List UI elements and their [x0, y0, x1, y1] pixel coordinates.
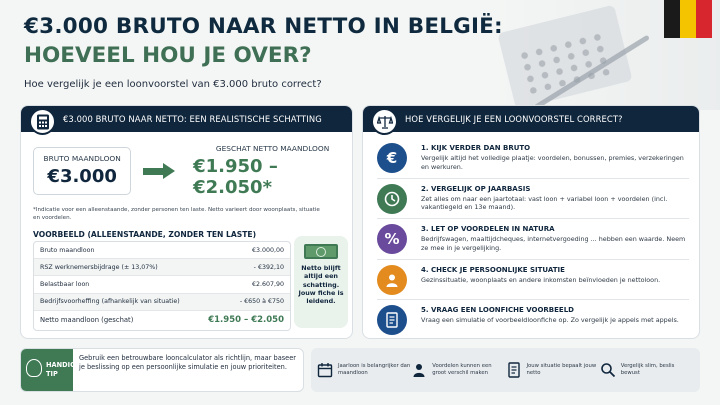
tip-label	[46, 361, 80, 378]
takeaway-item	[411, 362, 505, 378]
calculator-icon	[29, 108, 56, 135]
list-item	[377, 300, 689, 339]
item-title: 4. CHECK JE PERSOONLIJKE SITUATIE	[421, 265, 565, 274]
gross-salary-value: €3.000	[47, 166, 117, 187]
handy-tip-box	[20, 348, 304, 392]
person-icon	[377, 265, 407, 295]
table-row	[34, 259, 290, 276]
tip-badge	[21, 349, 80, 392]
side-note-card	[294, 236, 348, 328]
comparison-panel-heading: HOE VERGELIJK JE EEN LOONVOORSTEL CORRECT?	[363, 106, 699, 132]
item-text: Zet alles om naar een jaartotaal: vast loon + variabel loon + voordelen (incl. vakantiegeld en 13e maand).	[421, 194, 668, 212]
row-label: Bedrijfsvoorheffing (afhankelijk van situatie)	[40, 298, 180, 306]
comparison-panel	[362, 105, 700, 339]
takeaway-text: Jaarloon is belangrijker dan maandloon	[338, 362, 411, 376]
estimate-panel-heading: €3.000 BRUTO NAAR NETTO: EEN REALISTISCHE SCHATTING	[21, 106, 352, 132]
list-item	[377, 179, 689, 220]
comparison-list	[363, 132, 699, 339]
estimate-footnote: *Indicatie voor een alleenstaande, zonder personen ten laste. Netto varieert door woonplaats, situatie en voordelen.	[33, 207, 320, 222]
person-icon	[411, 362, 427, 378]
net-salary-block	[193, 144, 352, 198]
page-title-line2: HOEVEEL HOU JE OVER?	[24, 43, 312, 68]
example-title: VOORBEELD (ALLEENSTAANDE, ZONDER TEN LASTE)	[33, 230, 257, 240]
net-salary-value: €1.950 – €2.050*	[193, 156, 278, 198]
scales-icon	[371, 108, 398, 135]
flag-stripe-red	[696, 0, 712, 38]
table-row-total	[34, 311, 290, 330]
row-value: €2.607,90	[251, 280, 284, 288]
row-value: - €650 à €750	[239, 298, 284, 306]
row-label: Bruto maandloon	[40, 246, 95, 254]
arrow-right-icon	[143, 164, 175, 178]
tip-text: Gebruik een betrouwbare looncalculator als richtlijn, maar baseer je beslissing op een persoonlijke simulatie en jouw prioriteiten.	[79, 354, 297, 372]
row-value: - €392,10	[253, 263, 284, 271]
estimate-panel	[20, 105, 353, 339]
page-subtitle: Hoe vergelijk je een loonvoorstel van €3.000 bruto correct?	[24, 79, 322, 90]
gross-to-net-row	[33, 144, 352, 198]
magnifier-icon	[600, 362, 616, 378]
lightbulb-icon	[26, 359, 42, 377]
table-row	[34, 294, 290, 311]
example-table	[33, 241, 291, 331]
net-salary-label: GESCHAT NETTO MAANDLOON	[215, 144, 330, 153]
tip-label-line1: HANDIGE	[46, 361, 80, 369]
side-note-text: Netto blijft altijd een schatting. Jouw fiche is leidend.	[298, 264, 344, 306]
item-title: 3. LET OP VOORDELEN IN NATURA	[421, 225, 555, 233]
takeaway-text: Vergelijk slim, beslis bewust	[620, 362, 675, 376]
takeaway-item	[506, 362, 600, 378]
row-label: RSZ werknemersbijdrage (± 13,07%)	[40, 263, 158, 271]
takeaway-text: Voordelen kunnen een groot verschil maken	[432, 362, 492, 376]
gross-salary-label: BRUTO MAANDLOON	[43, 154, 121, 163]
tip-label-line2: TIP	[46, 369, 58, 378]
euro-icon: €	[377, 143, 407, 173]
list-item	[377, 219, 689, 260]
gross-salary-box	[33, 147, 131, 195]
list-item	[377, 260, 689, 301]
takeaway-item	[600, 362, 694, 378]
table-row	[34, 242, 290, 259]
list-item	[377, 138, 689, 179]
item-title: 5. VRAAG EEN LOONFICHE VOORBEELD	[421, 306, 574, 314]
flag-stripe-yellow	[680, 0, 696, 38]
item-text: Vergelijk altijd het volledige plaatje: voordelen, bonussen, premies, verzekeringen en werkuren.	[421, 154, 684, 171]
key-takeaways-bar	[311, 348, 700, 392]
item-text: Bedrijfswagen, maaltijdcheques, internetvergoeding ... hebben een waarde. Neem ze mee in je vergelijking.	[421, 235, 686, 252]
belgian-flag	[664, 0, 712, 38]
flag-stripe-black	[664, 0, 680, 38]
document-icon	[377, 305, 407, 335]
item-title: 2. VERGELIJK OP JAARBASIS	[421, 184, 531, 193]
takeaway-text: Jouw situatie bepaalt jouw netto	[526, 362, 597, 376]
takeaway-item	[317, 362, 411, 378]
calendar-icon	[317, 362, 333, 378]
document-icon	[506, 362, 522, 378]
row-value: €3.000,00	[251, 246, 284, 254]
row-label: Belastbaar loon	[40, 280, 90, 288]
page-title-line1: €3.000 BRUTO NAAR NETTO IN BELGIË:	[24, 14, 503, 39]
money-icon	[304, 244, 338, 259]
item-text: Vraag een simulatie of voorbeeldloonfiche op. Zo vergelijk je appels met appels.	[421, 316, 679, 324]
item-text: Gezinssituatie, woonplaats en andere inkomsten beïnvloeden je nettoloon.	[421, 275, 661, 284]
row-value: €1.950 – €2.050	[208, 315, 284, 326]
percent-icon: %	[377, 224, 407, 254]
table-row	[34, 276, 290, 293]
row-label: Netto maandloon (geschat)	[40, 316, 134, 325]
item-title: 1. KIJK VERDER DAN BRUTO	[421, 144, 531, 152]
clock-icon	[377, 184, 407, 214]
